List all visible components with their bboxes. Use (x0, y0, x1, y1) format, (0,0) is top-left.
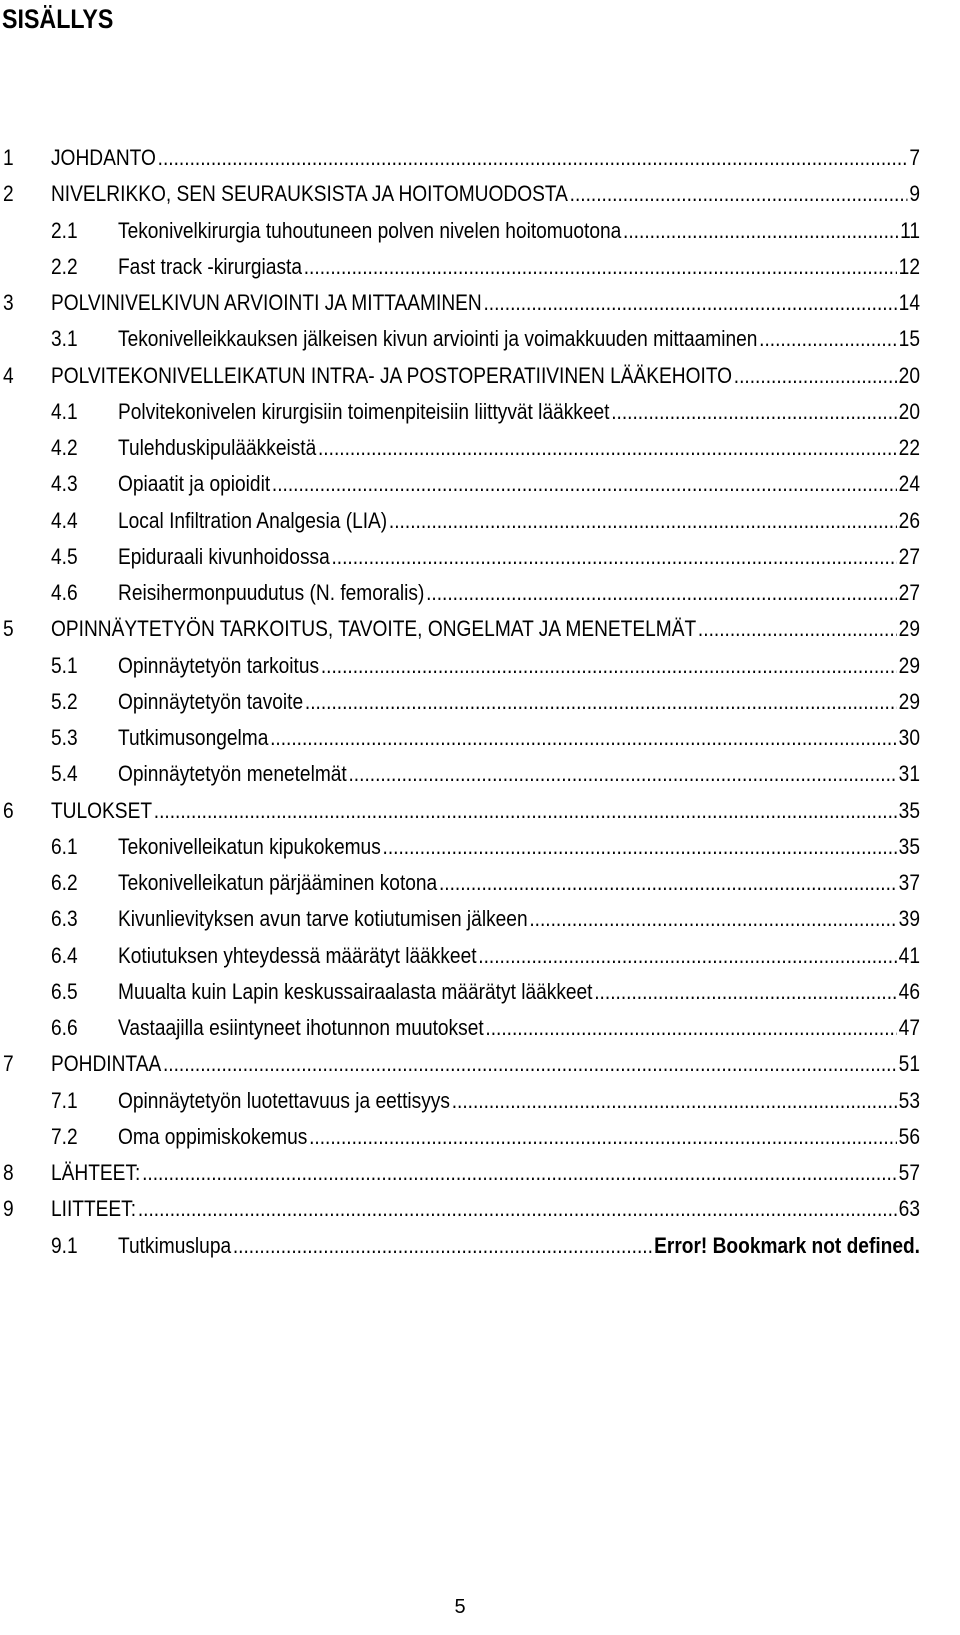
toc-entry[interactable] (0, 1191, 920, 1227)
toc-entry[interactable] (0, 684, 920, 720)
toc-entry-number: 4.2 (50, 435, 78, 460)
toc-entry[interactable] (0, 1155, 920, 1191)
toc-entry-page: 15 (898, 326, 920, 352)
toc-entry-title: OPINNÄYTETYÖN TARKOITUS, TAVOITE, ONGELMAT JA MENETELMÄT (50, 616, 697, 642)
toc-entry-page: 24 (898, 471, 920, 497)
toc-entry[interactable] (0, 321, 920, 357)
toc-entry-title: LIITTEET: (50, 1196, 137, 1222)
toc-dot-leader (270, 720, 897, 756)
toc-entry-number: 6.4 (50, 942, 78, 968)
toc-entry-number: 2.2 (50, 253, 78, 279)
toc-dot-leader (759, 321, 897, 357)
toc-entry[interactable] (0, 430, 920, 466)
page-number: 5 (454, 1596, 466, 1618)
toc-entry-page: 11 (900, 217, 920, 243)
toc-entry-title: Muualta kuin Lapin keskussairaalasta määrätyt lääkkeet (117, 978, 593, 1004)
toc-entry[interactable] (0, 1228, 920, 1264)
toc-dot-leader (478, 938, 897, 974)
toc-entry-number: 6.3 (50, 906, 78, 932)
toc-entry[interactable] (0, 213, 920, 249)
toc-entry-title: Local Infiltration Analgesia (LIA) (117, 507, 388, 533)
toc-dot-leader (138, 1191, 897, 1227)
toc-entry-page: 53 (898, 1087, 920, 1113)
toc-dot-leader (529, 901, 897, 937)
toc-dot-leader (570, 176, 908, 212)
toc-dot-leader (163, 1046, 897, 1082)
toc-entry-number: 6.6 (50, 1015, 78, 1040)
toc-dot-leader (272, 466, 897, 502)
toc-entry-title: Opinnäytetyön menetelmät (117, 761, 347, 787)
toc-entry-page: 20 (898, 362, 920, 388)
toc-entry[interactable] (0, 756, 920, 792)
toc-entry-number: 6.1 (50, 833, 78, 859)
toc-entry-page: 29 (898, 688, 920, 714)
toc-entry[interactable] (0, 648, 920, 684)
toc-entry-title: JOHDANTO (50, 145, 156, 170)
toc-entry-title: Opinnäytetyön luotettavuus ja eettisyys (117, 1087, 450, 1113)
toc-dot-leader (142, 1155, 897, 1191)
toc-dot-leader (698, 611, 897, 647)
toc-entry-title: LÄHTEET: (50, 1160, 141, 1185)
toc-dot-leader (389, 503, 897, 539)
toc-entry-title: Opinnäytetyön tavoite (117, 688, 304, 714)
toc-entry-number: 5 (2, 616, 14, 642)
toc-dot-leader (304, 249, 897, 285)
toc-entry-number: 4.3 (50, 471, 78, 497)
toc-entry-page: 35 (898, 833, 920, 859)
toc-entry-page: 7 (909, 145, 920, 170)
toc-dot-leader (611, 394, 897, 430)
toc-entry-number: 2 (2, 181, 14, 207)
toc-entry-title: TULOKSET (50, 797, 153, 823)
toc-entry-page: Error! Bookmark not defined. (654, 1232, 920, 1258)
toc-entry-page: 35 (898, 797, 920, 823)
toc-entry[interactable] (0, 358, 920, 394)
toc-entry-number: 2.1 (50, 217, 78, 243)
toc-entry-title: Oma oppimiskokemus (117, 1123, 308, 1149)
toc-entry-title: Reisihermonpuudutus (N. femoralis) (117, 580, 425, 605)
toc-entry-number: 4 (2, 362, 14, 388)
toc-entry[interactable] (0, 974, 920, 1010)
toc-entry[interactable] (0, 539, 920, 575)
toc-entry-page: 46 (898, 978, 920, 1004)
toc-dot-leader (154, 793, 897, 829)
toc-entry-page: 27 (898, 580, 920, 605)
toc-entry-number: 5.2 (50, 688, 78, 714)
toc-entry-title: Tutkimusongelma (117, 725, 269, 750)
toc-entry-title: POLVITEKONIVELLEIKATUN INTRA- JA POSTOPERATIIVINEN LÄÄKEHOITO (50, 362, 733, 388)
toc-entry-page: 37 (898, 870, 920, 895)
toc-entry-title: Opiaatit ja opioidit (117, 471, 271, 497)
toc-entry[interactable] (0, 938, 920, 974)
toc-entry-number: 7 (2, 1051, 14, 1077)
toc-entry-page: 22 (898, 435, 920, 460)
toc-dot-leader (483, 285, 896, 321)
toc-entry-page: 14 (898, 290, 920, 315)
toc-entry-page: 20 (898, 398, 920, 424)
toc-heading: SISÄLLYS (2, 4, 114, 34)
toc-dot-leader (233, 1228, 653, 1264)
toc-entry-title: POHDINTAA (50, 1051, 162, 1077)
toc-dot-leader (734, 358, 897, 394)
toc-dot-leader (383, 829, 897, 865)
toc-entry-number: 5.4 (50, 761, 78, 787)
toc-entry-title: Tekonivelleikatun pärjääminen kotona (117, 870, 438, 895)
toc-entry[interactable] (0, 1046, 920, 1082)
toc-entry-number: 8 (2, 1160, 14, 1185)
toc-entry-page: 56 (898, 1123, 920, 1149)
toc-entry[interactable] (0, 611, 920, 647)
toc-dot-leader (485, 1010, 897, 1046)
toc-entry-page: 63 (898, 1196, 920, 1222)
toc-entry[interactable] (0, 176, 920, 212)
toc-dot-leader (305, 684, 897, 720)
toc-entry-number: 1 (2, 145, 14, 170)
toc-entry-number: 3 (2, 290, 14, 315)
toc-dot-leader (309, 1119, 897, 1155)
toc-entry[interactable] (0, 1083, 920, 1119)
toc-entry-number: 6.5 (50, 978, 78, 1004)
toc-entry-page: 29 (898, 652, 920, 678)
toc-entry[interactable] (0, 466, 920, 502)
toc-entry-title: Opinnäytetyön tarkoitus (117, 652, 320, 678)
toc-entry-number: 9.1 (50, 1232, 78, 1258)
toc-dot-leader (452, 1083, 897, 1119)
toc-dot-leader (439, 865, 897, 901)
toc-entry[interactable] (0, 901, 920, 937)
toc-entry-number: 5.1 (50, 652, 78, 678)
toc-entry-number: 6 (2, 797, 14, 823)
toc-entry-page: 51 (898, 1051, 920, 1077)
toc-entry-number: 3.1 (50, 326, 78, 352)
toc-entry-number: 9 (2, 1196, 14, 1222)
toc-entry-page: 41 (898, 942, 920, 968)
toc-entry-page: 30 (898, 725, 920, 750)
toc-dot-leader (158, 140, 908, 176)
toc-entry-title: POLVINIVELKIVUN ARVIOINTI JA MITTAAMINEN (50, 290, 482, 315)
toc-entry-title: NIVELRIKKO, SEN SEURAUKSISTA JA HOITOMUODOSTA (50, 181, 568, 207)
toc-entry-title: Kotiutuksen yhteydessä määrätyt lääkkeet (117, 942, 477, 968)
toc-dot-leader (594, 974, 897, 1010)
toc-dot-leader (348, 756, 896, 792)
toc-entry-number: 4.6 (50, 580, 78, 605)
toc-dot-leader (331, 539, 896, 575)
toc-entry-page: 57 (898, 1160, 920, 1185)
toc-entry-number: 4.4 (50, 507, 78, 533)
toc-entry-page: 39 (898, 906, 920, 932)
toc-entry-title: Kivunlievityksen avun tarve kotiutumisen jälkeen (117, 906, 528, 932)
toc-entry-title: Polvitekonivelen kirurgisiin toimenpiteisiin liittyvät lääkkeet (117, 398, 610, 424)
toc-entry-title: Tekonivelleikkauksen jälkeisen kivun arviointi ja voimakkuuden mittaaminen (117, 326, 758, 352)
toc-entry-number: 4.5 (50, 543, 78, 569)
toc-entry-page: 47 (898, 1015, 920, 1040)
toc-dot-leader (623, 213, 898, 249)
toc-entry[interactable] (0, 865, 920, 901)
toc-entry[interactable] (0, 793, 920, 829)
toc-entry-title: Tulehduskipulääkkeistä (117, 435, 317, 460)
toc-entry-title: Fast track -kirurgiasta (117, 253, 302, 279)
toc-entry-page: 31 (898, 761, 920, 787)
toc-entry-page: 12 (898, 253, 920, 279)
toc-entry[interactable] (0, 829, 920, 865)
toc-entry[interactable] (0, 720, 920, 756)
toc-entry-page: 26 (898, 507, 920, 533)
toc-entry[interactable] (0, 140, 920, 176)
toc-entry-title: Epiduraali kivunhoidossa (117, 543, 330, 569)
toc-entry-number: 6.2 (50, 870, 78, 895)
toc-entry-page: 9 (909, 181, 920, 207)
toc-entry[interactable] (0, 503, 920, 539)
toc-entry[interactable] (0, 285, 920, 321)
toc-entry[interactable] (0, 1119, 920, 1155)
toc-entry-title: Tekonivelkirurgia tuhoutuneen polven nivelen hoitomuotona (117, 217, 622, 243)
toc-entry-title: Tutkimuslupa (117, 1232, 232, 1258)
toc-entry[interactable] (0, 575, 920, 611)
toc-entry-number: 7.2 (50, 1123, 78, 1149)
toc-entry[interactable] (0, 1010, 920, 1046)
toc-entry-number: 5.3 (50, 725, 78, 750)
toc-entry-title: Tekonivelleikatun kipukokemus (117, 833, 381, 859)
toc-entry[interactable] (0, 394, 920, 430)
toc-entry[interactable] (0, 249, 920, 285)
toc-entry-title: Vastaajilla esiintyneet ihotunnon muutokset (117, 1015, 484, 1040)
toc-entry-page: 29 (898, 616, 920, 642)
toc-dot-leader (426, 575, 897, 611)
toc-dot-leader (321, 648, 897, 684)
toc-entry-number: 7.1 (50, 1087, 78, 1113)
toc-entry-page: 27 (898, 543, 920, 569)
toc-dot-leader (318, 430, 897, 466)
toc-entry-number: 4.1 (50, 398, 78, 424)
